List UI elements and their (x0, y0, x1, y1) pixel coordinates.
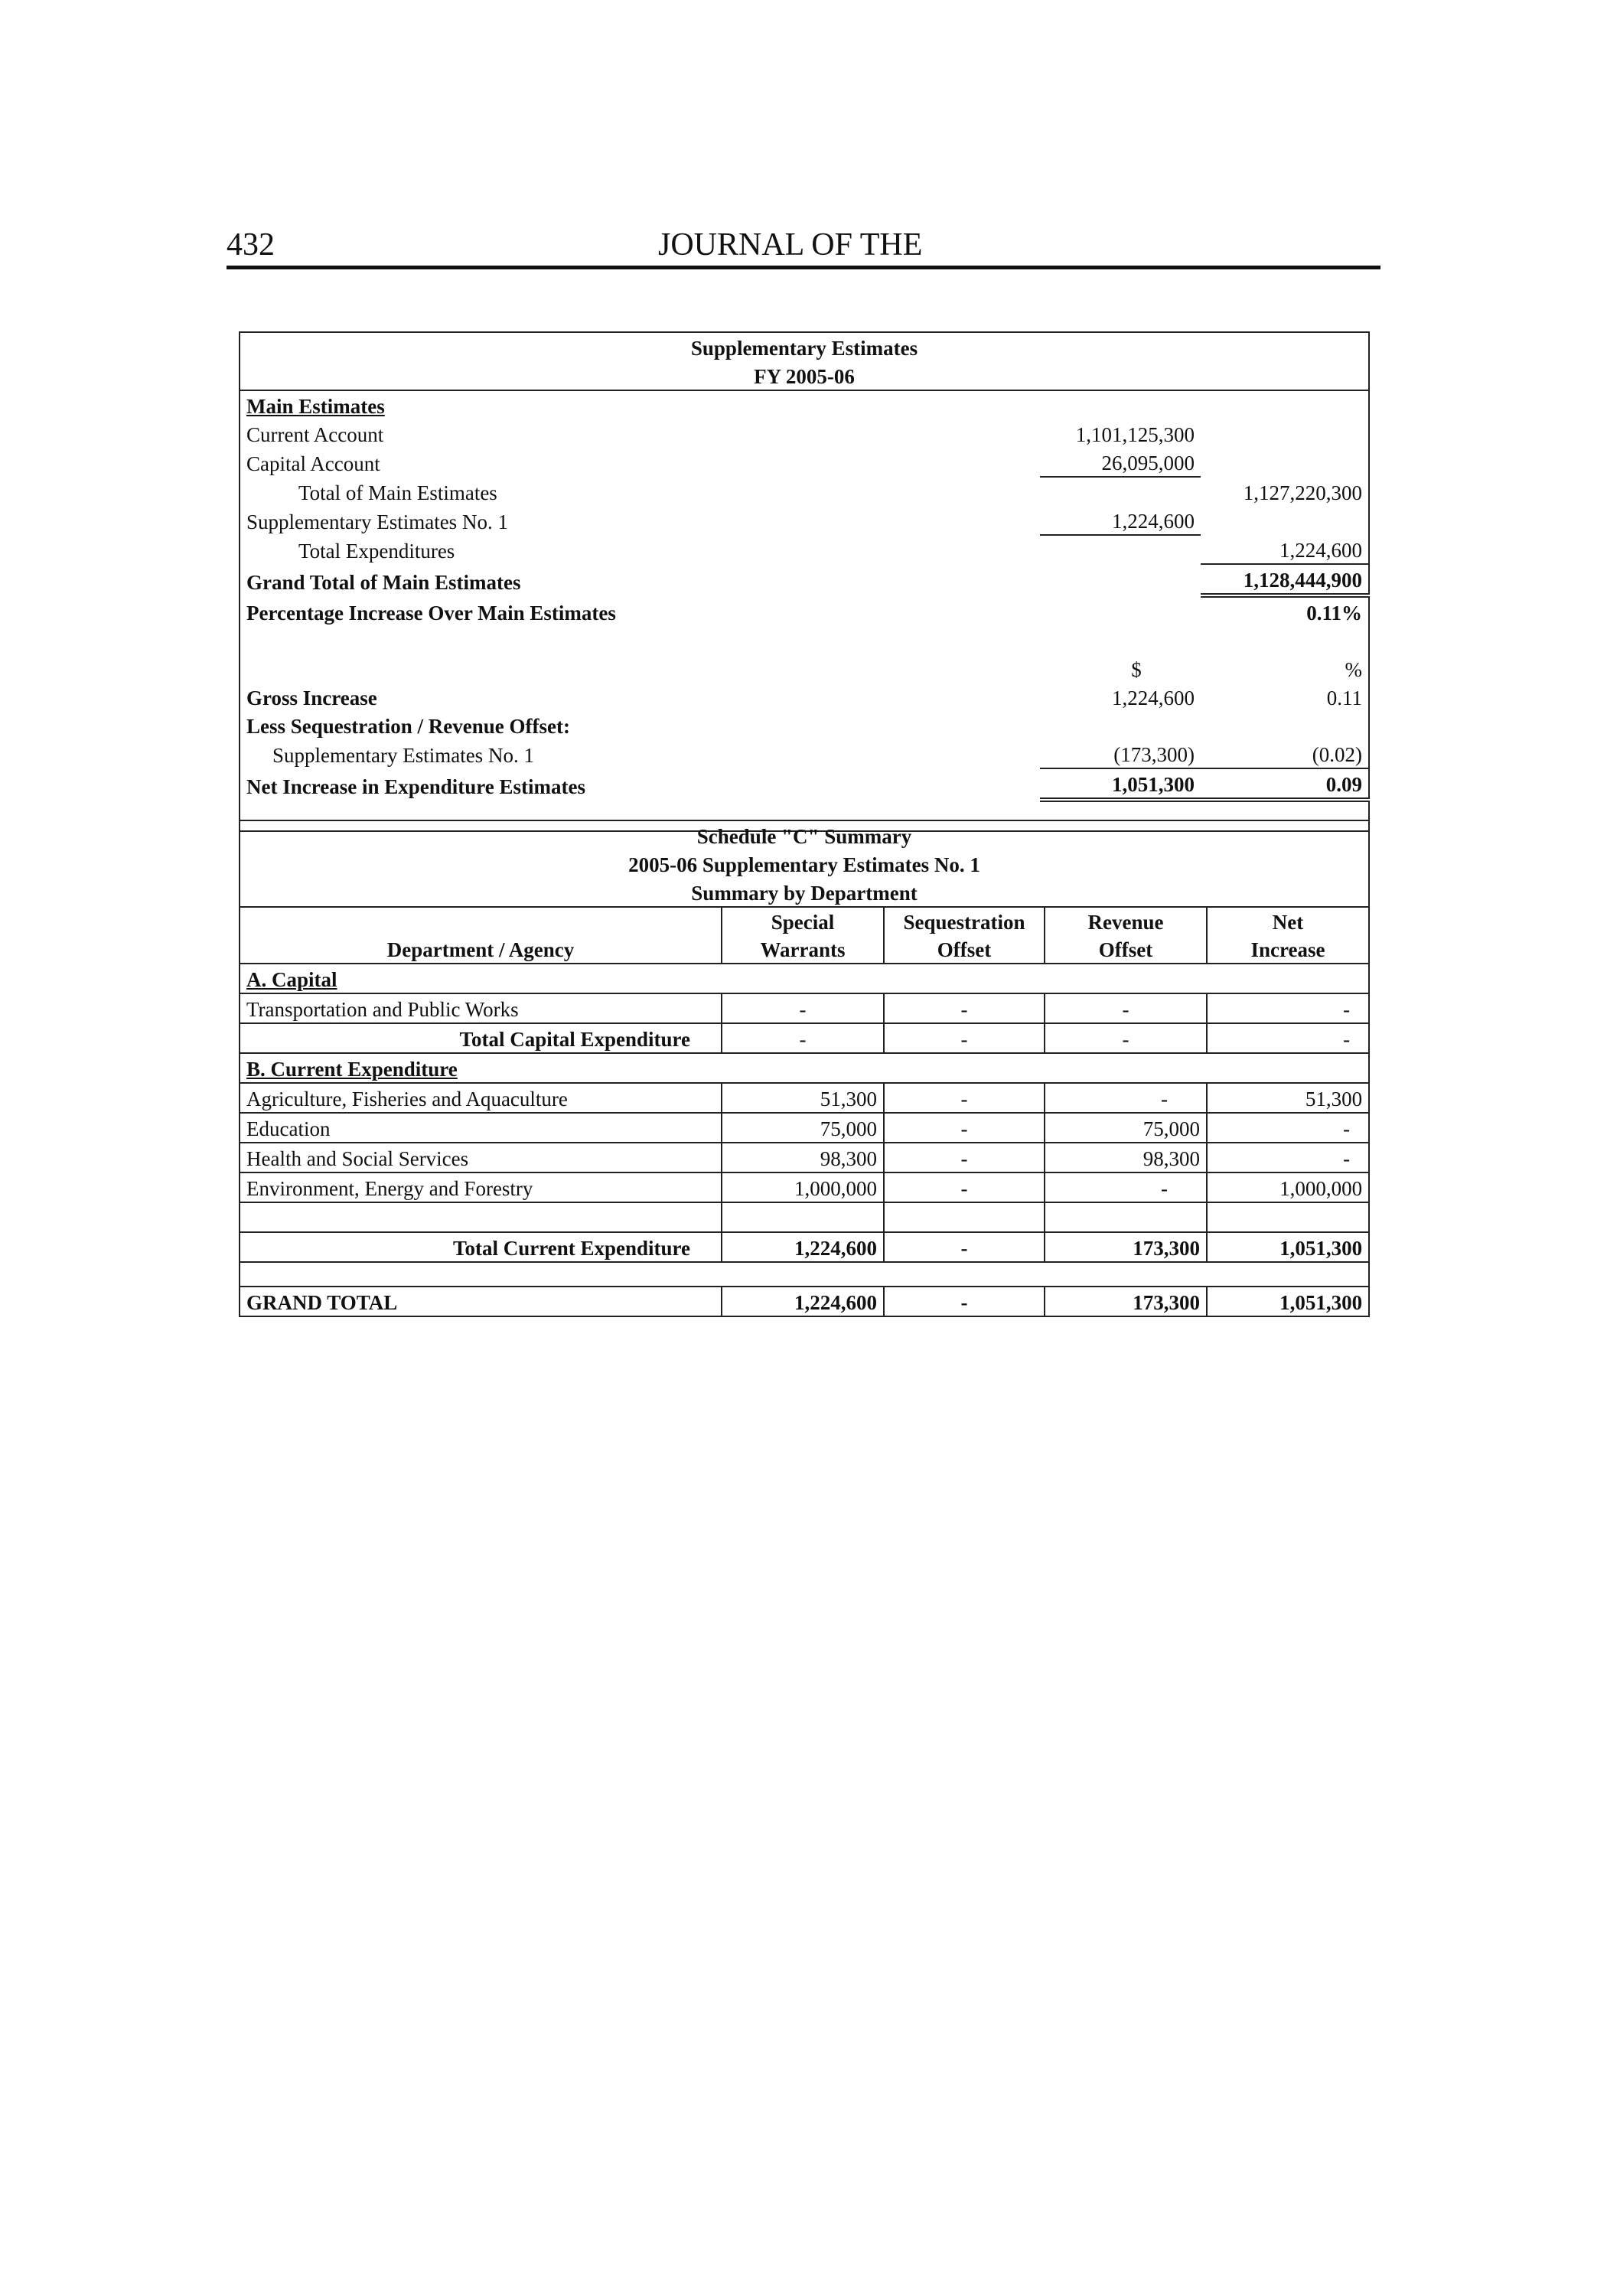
section-b-heading: B. Current Expenditure (240, 1053, 1369, 1083)
total-capital-row: Total Capital Expenditure - - - - (240, 1023, 1369, 1053)
schedule-subtitle: 2005-06 Supplementary Estimates No. 1 (628, 853, 980, 876)
grand-total-main-row: Grand Total of Main Estimates 1,128,444,900 (240, 564, 1369, 595)
supp-offset-row: Supplementary Estimates No. 1 (173,300) (0.02) (240, 739, 1369, 768)
col-header-net-2: Increase (1207, 935, 1369, 964)
dollar-percent-header-row: $ % (1131, 658, 1362, 681)
grand-total-row: GRAND TOTAL 1,224,600 - 173,300 1,051,300 (240, 1287, 1369, 1316)
running-title: JOURNAL OF THE (658, 227, 923, 263)
col-header-seq-2: Offset (884, 935, 1045, 964)
supp-subtitle: FY 2005-06 (754, 365, 855, 388)
capital-account-row: Capital Account 26,095,000 (240, 448, 1369, 477)
table-row: Agriculture, Fisheries and Aquaculture 51,300 - - 51,300 (240, 1083, 1369, 1113)
schedule-subtitle2: Summary by Department (691, 882, 918, 905)
col-header-special-1: Special (722, 907, 884, 935)
col-header-seq-1: Sequestration (884, 907, 1045, 935)
main-estimates-heading: Main Estimates (240, 390, 1040, 419)
less-sequestration-row: Less Sequestration / Revenue Offset: (246, 715, 570, 738)
header-rule (227, 266, 1380, 269)
total-main-row: Total of Main Estimates 1,127,220,300 (298, 481, 1362, 504)
col-header-net-1: Net (1207, 907, 1369, 935)
table-row: Education 75,000 - 75,000 - (240, 1113, 1369, 1143)
col-header-rev-2: Offset (1045, 935, 1207, 964)
col-header-dept: Department / Agency (240, 907, 722, 964)
page-number: 432 (227, 227, 275, 263)
supplementary-estimates-table (239, 331, 1370, 832)
section-a-heading: A. Capital (240, 964, 1369, 993)
table-row: Environment, Energy and Forestry 1,000,000 - - 1,000,000 (240, 1172, 1369, 1202)
schedule-title: Schedule "C" Summary (696, 825, 912, 848)
table-row: Health and Social Services 98,300 - 98,300 - (240, 1143, 1369, 1172)
gross-increase-row: Gross Increase 1,224,600 0.11 (246, 687, 1362, 709)
supp-no1-row: Supplementary Estimates No. 1 1,224,600 (240, 506, 1369, 535)
pct-increase-row: Percentage Increase Over Main Estimates 0.11% (246, 602, 1362, 625)
table-row: Transportation and Public Works - - - - (240, 993, 1369, 1023)
current-account-row: Current Account 1,101,125,300 (246, 423, 1195, 446)
total-current-row: Total Current Expenditure 1,224,600 - 173,300 1,051,300 (240, 1232, 1369, 1262)
net-increase-row: Net Increase in Expenditure Estimates 1,051,300 0.09 (240, 768, 1369, 800)
supp-title: Supplementary Estimates (690, 337, 918, 360)
total-expenditures-row: Total Expenditures 1,224,600 (240, 535, 1369, 564)
col-header-rev-1: Revenue (1045, 907, 1207, 935)
schedule-c-summary-table (239, 820, 1370, 1317)
col-header-special-2: Warrants (722, 935, 884, 964)
